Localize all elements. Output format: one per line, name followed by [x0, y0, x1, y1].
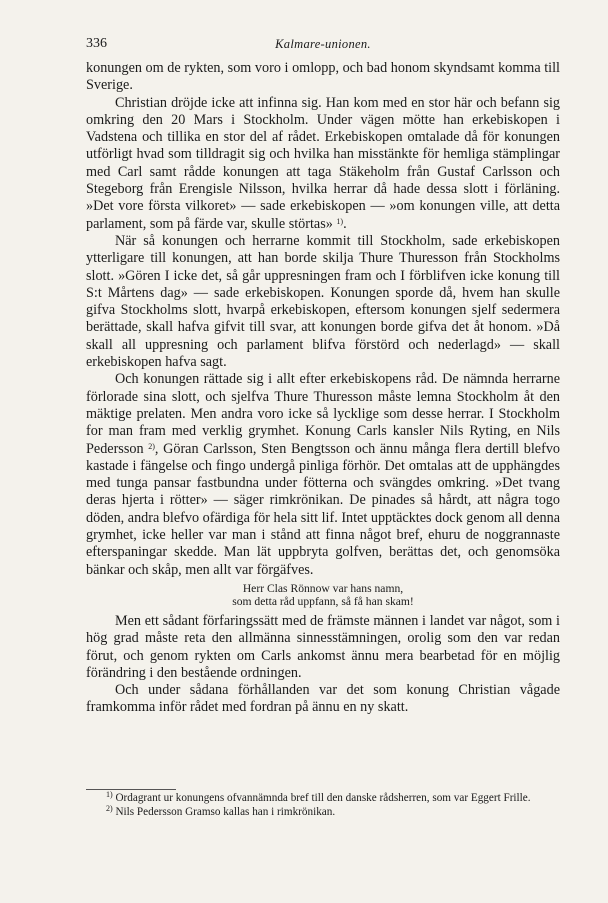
page-header	[86, 36, 560, 56]
paragraph: Christian dröjde icke att infinna sig. Han kom med en stor här och befann sig omkring den 20 Mars i Stockholm. Under vägen mötte han erkebiskopen i Vadstena och tillika en stor del af rådet. Erkebiskopen omtalade då för konungen utförligt hvad som tilldragit sig och hvilka han misstänkte för hemliga stämplingar med Carl samt rådde konungen att taga Stäkeholm från Gustaf Carlsson och Stegeborg från Erengisle Nilsson, hvilka herrar då hade dessa slott i förläning. »Det vore första vilkoret» — sade erkebiskopen — »om konungen ville, att detta parlament, som på färde var, skulle störtas» $^{1)}$.	[86, 94, 560, 232]
footnote-mark: 2)	[106, 803, 113, 813]
verse-line: Herr Clas Rönnow var hans namn,	[242, 581, 404, 595]
paragraph: Men ett sådant förfaringssätt med de främste männen i landet var något, som i hög grad måste reta den allmänna sinnesstämningen, orolig som den var redan förut, och genom rykten om Carls ankomst ännu mera bearbetad för en möjlig förändring i den bestående ordningen.	[86, 612, 560, 681]
running-title: Kalmare-unionen.	[275, 37, 371, 51]
verse-line: som detta råd uppfann, så få han skam!	[232, 595, 414, 609]
footnote: $^{2)}$ Nils Pedersson Gramso kallas han i rimkrönikan.	[106, 803, 336, 818]
verse-quote	[86, 582, 560, 609]
footnote-ref: 2)	[148, 441, 155, 451]
paragraph: Och under sådana förhållanden var det som konung Christian vågade framkomma inför rådet med fordran på ännu en ny skatt.	[86, 682, 560, 716]
footnote-ref: 1)	[336, 216, 344, 226]
paragraph: konungen om de rykten, som voro i omlopp, och bad honom skyndsamt komma till Sverige.	[86, 60, 560, 94]
footnote: $^{1)}$ Ordagrant ur konungens ofvannämnda bref till den danske rådsherren, som var Eggert Frille.	[106, 790, 531, 804]
paragraph: Och konungen rättade sig i allt efter erkebiskopens råd. De nämnda herrarne förlorade sina slott, och sjelfva Thure Thuresson måste lemna Stockholm åt den mäktige prelaten. Men andra voro icke så lycklige som desse herrar. I Stockholm for man fram med verklig grymhet. Konung Carls kansler Nils Ryting, en Nils Pedersson $^{2)}$, Göran Carlsson, Sten Bengtsson och ännu många flera dertill blefvo kastade i fängelse och fingo undergå pinliga förhör. Det omtalas att de upphängdes med tunga pansar fastbundna under fötterna och svängdes omkring. »Det tvang deras hjerta i rötter» — säger rimkrönikan. De pinades så hårdt, att några togo döden, andra blefvo ofärdiga för hela sitt lif. Intet upptäcktes dock genom all denna grymhet, icke heller var man i stånd att finna något bref, ehuru de noggrannaste efterspaningar skedde. Man lät uppbryta golfven, berättas det, och genomsöka bänkar och skåp, men allt var förgäfves.	[86, 371, 561, 578]
body-text	[86, 60, 560, 717]
paragraph: När så konungen och herrarne kommit till Stockholm, sade erkebiskopen ytterligare till konungen, att han borde skilja Thure Thuresson från Stockholms slott. »Gören I icke det, så går uppresningen fram och I förblifven icke konung till S:t Mårtens dag» — sade erkebiskopen. Konungen sporde då, hvem han skulle gifva Stockholms slott, hvarpå erkebiskopen, eftersom konungen sjelf sedermera berättade, skall hafva gifvit till svar, att konungen borde gifva det åt honom. »Då skall all uppresning och parlament blifva förstörd och nederlagd» — skall erkebiskopen hafva sagt.	[86, 232, 560, 371]
page-number: 336	[86, 36, 107, 51]
footnotes	[86, 792, 560, 819]
footnote-divider	[86, 789, 176, 790]
footnote-mark: 1)	[106, 790, 113, 799]
